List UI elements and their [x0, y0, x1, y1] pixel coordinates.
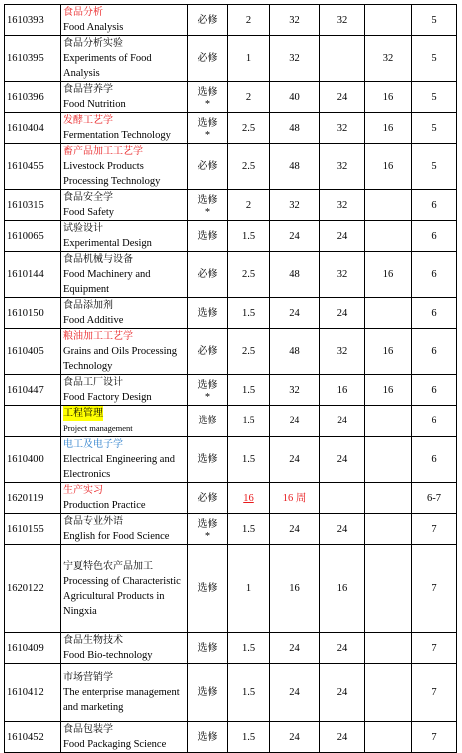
course-table [4, 4, 457, 753]
course-hours-cell: 24 [270, 664, 320, 722]
course-type: 必修 [197, 14, 218, 26]
course-lecture-hours-cell: 24 [320, 406, 365, 437]
course-hours-cell: 32 [270, 375, 320, 406]
course-name-zh: 食品机械与设备 [63, 254, 133, 265]
course-credit-cell: 1 [228, 545, 270, 633]
elective-star-mark: * [205, 206, 210, 218]
course-credit-cell: 1.5 [228, 722, 270, 753]
course-name-en: Experimental Design [63, 238, 152, 249]
course-semester-cell: 7 [412, 722, 457, 753]
course-name-zh: 试验设计 [63, 223, 103, 234]
course-semester-cell: 6 [412, 406, 457, 437]
course-name-cell [61, 514, 188, 545]
course-type-cell [188, 113, 228, 144]
course-code-cell: 1620119 [5, 483, 61, 514]
course-type: 必修 [197, 161, 218, 172]
course-semester-cell: 5 [412, 144, 457, 190]
course-type-cell [188, 144, 228, 190]
course-name-cell [61, 406, 188, 437]
course-type: 选修 [197, 518, 218, 530]
course-type: 必修 [197, 346, 218, 357]
course-type: 选修 [197, 86, 218, 98]
course-lab-hours-cell: 16 [365, 144, 412, 190]
course-name-cell [61, 545, 188, 633]
course-hours-cell: 24 [270, 514, 320, 545]
course-lab-hours-cell [365, 298, 412, 329]
course-credit-cell: 2 [228, 190, 270, 221]
course-lecture-hours-cell: 24 [320, 437, 365, 483]
course-semester-cell: 6-7 [412, 483, 457, 514]
course-lab-hours-cell [365, 483, 412, 514]
course-type-cell [188, 36, 228, 82]
course-name-cell [61, 5, 188, 36]
course-type-cell [188, 5, 228, 36]
course-type: 选修 [198, 416, 217, 426]
course-name-en: Food Additive [63, 315, 124, 326]
course-name-en: Food Packaging Science [63, 739, 167, 750]
course-lecture-hours-cell: 32 [320, 113, 365, 144]
course-credit-cell: 1.5 [228, 375, 270, 406]
course-code-cell: 1620122 [5, 545, 61, 633]
course-credit-cell: 2.5 [228, 144, 270, 190]
course-name-cell [61, 483, 188, 514]
course-name-en: Food Factory Design [63, 392, 152, 403]
course-name-zh: 食品分析实验 [63, 38, 123, 49]
course-credit-cell: 1.5 [228, 633, 270, 664]
course-name-zh: 电工及电子学 [63, 439, 123, 450]
course-hours-cell: 24 [270, 221, 320, 252]
table-row [5, 252, 457, 298]
course-name-zh: 食品分析 [63, 7, 103, 18]
course-name-zh: 食品工厂设计 [63, 377, 123, 388]
course-lecture-hours-cell: 24 [320, 298, 365, 329]
course-code-cell: 1610447 [5, 375, 61, 406]
table-row [5, 113, 457, 144]
course-credit-cell: 2.5 [228, 113, 270, 144]
course-semester-cell: 5 [412, 82, 457, 113]
course-lecture-hours-cell: 32 [320, 329, 365, 375]
course-semester-cell: 6 [412, 190, 457, 221]
elective-star-mark: * [205, 129, 210, 141]
course-semester-cell: 7 [412, 633, 457, 664]
course-lab-hours-cell: 32 [365, 36, 412, 82]
table-row [5, 406, 457, 437]
course-type-cell [188, 329, 228, 375]
course-lecture-hours-cell: 16 [320, 375, 365, 406]
course-name-zh: 食品营养学 [63, 84, 113, 95]
course-name-en: Food Bio-technology [63, 650, 153, 661]
course-name-en: Electrical Engineering and Electronics [63, 454, 175, 480]
course-lab-hours-cell [365, 190, 412, 221]
course-hours-cell: 48 [270, 252, 320, 298]
course-lab-hours-cell: 16 [365, 252, 412, 298]
course-name-cell [61, 113, 188, 144]
course-credit-cell: 1.5 [228, 514, 270, 545]
course-name-cell [61, 252, 188, 298]
course-name-en: Food Machinery and Equipment [63, 269, 151, 295]
course-semester-cell: 5 [412, 113, 457, 144]
course-lecture-hours-cell: 32 [320, 190, 365, 221]
course-type: 选修 [197, 454, 218, 465]
course-code-cell: 1610400 [5, 437, 61, 483]
course-type-cell [188, 483, 228, 514]
course-semester-cell: 6 [412, 221, 457, 252]
course-type-cell [188, 252, 228, 298]
course-semester-cell: 6 [412, 437, 457, 483]
course-name-cell [61, 664, 188, 722]
table-row [5, 82, 457, 113]
course-type: 选修 [197, 379, 218, 391]
course-name-cell [61, 375, 188, 406]
course-hours-cell: 16 周 [270, 483, 320, 514]
course-semester-cell: 5 [412, 5, 457, 36]
table-row [5, 437, 457, 483]
course-lecture-hours-cell: 24 [320, 221, 365, 252]
course-lab-hours-cell [365, 722, 412, 753]
course-type: 必修 [197, 269, 218, 280]
course-credit-cell: 2.5 [228, 252, 270, 298]
course-hours-cell: 48 [270, 113, 320, 144]
course-hours-cell: 32 [270, 5, 320, 36]
course-name-cell [61, 298, 188, 329]
course-code-cell: 1610155 [5, 514, 61, 545]
course-code-cell: 1610404 [5, 113, 61, 144]
course-code-cell: 1610396 [5, 82, 61, 113]
course-name-en: Grains and Oils Processing Technology [63, 346, 178, 372]
elective-star-mark: * [205, 391, 210, 403]
course-hours-cell: 48 [270, 329, 320, 375]
course-lecture-hours-cell [320, 483, 365, 514]
course-lab-hours-cell: 16 [365, 113, 412, 144]
course-name-zh: 发酵工艺学 [63, 115, 113, 126]
course-name-en: Food Safety [63, 207, 115, 218]
course-hours-cell: 24 [270, 633, 320, 664]
course-semester-cell: 7 [412, 514, 457, 545]
course-lab-hours-cell [365, 221, 412, 252]
course-lecture-hours-cell: 32 [320, 144, 365, 190]
course-name-zh: 食品包装学 [63, 724, 113, 735]
course-name-en: Production Practice [63, 500, 146, 511]
course-lecture-hours-cell: 32 [320, 252, 365, 298]
course-code-cell: 1610455 [5, 144, 61, 190]
course-name-zh: 粮油加工工艺学 [63, 331, 133, 342]
table-row [5, 190, 457, 221]
course-type-cell [188, 82, 228, 113]
course-name-cell [61, 36, 188, 82]
course-code-cell [5, 406, 61, 437]
elective-star-mark: * [205, 530, 210, 542]
course-code-cell: 1610065 [5, 221, 61, 252]
course-credit-cell: 1 [228, 36, 270, 82]
course-type: 必修 [197, 492, 218, 504]
course-credit-cell: 2 [228, 82, 270, 113]
course-code-cell: 1610452 [5, 722, 61, 753]
course-name-en: Project management [63, 423, 133, 433]
course-lab-hours-cell [365, 545, 412, 633]
course-lab-hours-cell: 16 [365, 82, 412, 113]
course-hours-cell: 40 [270, 82, 320, 113]
table-row [5, 5, 457, 36]
course-hours-cell: 24 [270, 298, 320, 329]
course-credit-cell: 2 [228, 5, 270, 36]
table-row [5, 545, 457, 633]
course-credit-cell: 1.5 [228, 664, 270, 722]
course-code-cell: 1610409 [5, 633, 61, 664]
course-lab-hours-cell: 16 [365, 329, 412, 375]
course-type-cell [188, 375, 228, 406]
course-hours-cell: 24 [270, 406, 320, 437]
course-name-en: The enterprise management and marketing [63, 687, 180, 713]
course-hours-cell: 32 [270, 36, 320, 82]
course-lecture-hours-cell: 32 [320, 5, 365, 36]
table-row [5, 375, 457, 406]
course-name-cell [61, 329, 188, 375]
course-semester-cell: 6 [412, 375, 457, 406]
course-lab-hours-cell [365, 5, 412, 36]
course-name-zh: 食品生物技术 [63, 635, 123, 646]
table-row [5, 36, 457, 82]
course-name-cell [61, 633, 188, 664]
course-type-cell [188, 633, 228, 664]
course-name-zh: 工程管理 [63, 408, 103, 419]
course-type-cell [188, 514, 228, 545]
course-lecture-hours-cell: 24 [320, 633, 365, 664]
course-name-cell [61, 190, 188, 221]
course-credit-cell: 1.5 [228, 221, 270, 252]
course-semester-cell: 6 [412, 298, 457, 329]
table-row [5, 664, 457, 722]
course-type-cell [188, 545, 228, 633]
course-name-zh: 宁夏特色农产品加工 [63, 560, 153, 572]
course-name-en: Fermentation Technology [63, 130, 171, 141]
table-row [5, 514, 457, 545]
course-lecture-hours-cell [320, 36, 365, 82]
course-name-cell [61, 722, 188, 753]
course-type-cell [188, 298, 228, 329]
course-lecture-hours-cell: 24 [320, 664, 365, 722]
table-row [5, 633, 457, 664]
course-type: 选修 [197, 687, 218, 698]
course-name-en: Processing of Characteristic Agricultural Products in Ningxia [63, 575, 181, 617]
course-code-cell: 1610150 [5, 298, 61, 329]
course-code-cell: 1610412 [5, 664, 61, 722]
course-lab-hours-cell [365, 406, 412, 437]
course-name-cell [61, 437, 188, 483]
course-credit-cell: 1.5 [228, 406, 270, 437]
course-lab-hours-cell: 16 [365, 375, 412, 406]
table-row [5, 722, 457, 753]
course-type-cell [188, 406, 228, 437]
course-credit-cell: 1.5 [228, 298, 270, 329]
table-row [5, 144, 457, 190]
course-semester-cell: 5 [412, 36, 457, 82]
course-code-cell: 1610315 [5, 190, 61, 221]
course-lab-hours-cell [365, 514, 412, 545]
table-row [5, 329, 457, 375]
course-type-cell [188, 437, 228, 483]
course-semester-cell: 6 [412, 252, 457, 298]
course-hours-cell: 32 [270, 190, 320, 221]
course-name-zh: 食品添加剂 [63, 300, 113, 311]
course-credit-cell: 1.5 [228, 437, 270, 483]
course-name-cell [61, 221, 188, 252]
course-name-en: Food Nutrition [63, 99, 126, 110]
course-code-cell: 1610393 [5, 5, 61, 36]
course-name-zh: 生产实习 [63, 485, 103, 496]
course-lecture-hours-cell: 24 [320, 722, 365, 753]
course-type-cell [188, 190, 228, 221]
course-type: 选修 [197, 194, 218, 206]
elective-star-mark: * [205, 98, 210, 110]
course-name-zh: 食品安全学 [63, 192, 113, 203]
course-lab-hours-cell [365, 664, 412, 722]
course-code-cell: 1610144 [5, 252, 61, 298]
course-lecture-hours-cell: 16 [320, 545, 365, 633]
course-type-cell [188, 221, 228, 252]
course-table-container [4, 4, 457, 753]
course-table-body [5, 5, 457, 753]
course-name-en: Livestock Products Processing Technology [63, 161, 161, 187]
table-row [5, 221, 457, 252]
course-name-en: English for Food Science [63, 531, 170, 542]
course-name-en: Food Analysis [63, 22, 124, 33]
course-type: 选修 [197, 307, 218, 319]
course-lab-hours-cell [365, 437, 412, 483]
course-lecture-hours-cell: 24 [320, 514, 365, 545]
course-type-cell [188, 664, 228, 722]
course-type: 必修 [197, 53, 218, 64]
course-type: 选修 [197, 642, 218, 654]
course-hours-cell: 48 [270, 144, 320, 190]
course-code-cell: 1610405 [5, 329, 61, 375]
course-semester-cell: 7 [412, 545, 457, 633]
course-type: 选修 [197, 583, 218, 594]
course-name-cell [61, 144, 188, 190]
course-semester-cell: 7 [412, 664, 457, 722]
table-row [5, 298, 457, 329]
course-hours-cell: 16 [270, 545, 320, 633]
course-hours-cell: 24 [270, 722, 320, 753]
table-row [5, 483, 457, 514]
course-name-en: Experiments of Food Analysis [63, 53, 152, 79]
course-name-zh: 畜产品加工工艺学 [63, 146, 143, 157]
course-type: 选修 [197, 731, 218, 743]
course-type: 选修 [197, 230, 218, 242]
course-lecture-hours-cell: 24 [320, 82, 365, 113]
course-credit-cell: 16 [228, 483, 270, 514]
course-type-cell [188, 722, 228, 753]
course-credit-cell: 2.5 [228, 329, 270, 375]
course-type: 选修 [197, 117, 218, 129]
course-lab-hours-cell [365, 633, 412, 664]
course-semester-cell: 6 [412, 329, 457, 375]
course-name-zh: 市场营销学 [63, 672, 113, 683]
course-hours-cell: 24 [270, 437, 320, 483]
course-code-cell: 1610395 [5, 36, 61, 82]
course-name-zh: 食品专业外语 [63, 516, 123, 527]
course-name-cell [61, 82, 188, 113]
